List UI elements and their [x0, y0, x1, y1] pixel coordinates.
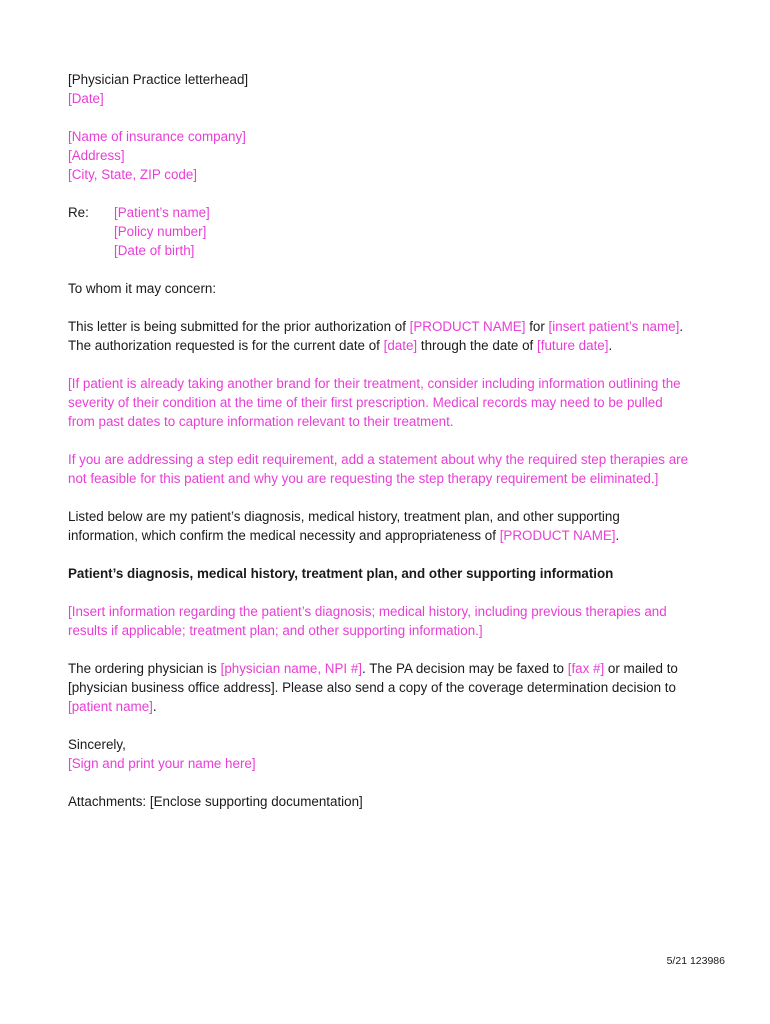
sincerely: Sincerely, — [68, 737, 126, 752]
patient-name-placeholder: [insert patient’s name] — [548, 319, 680, 334]
date-of-birth-placeholder: [Date of birth] — [114, 243, 195, 258]
listed-text: information, which confirm the medical necessity and appropriateness of — [68, 528, 500, 543]
intro-text: . — [679, 319, 684, 334]
ordering-paragraph — [68, 659, 728, 716]
insert-info-line: [Insert information regarding the patient’s diagnosis; medical history, including previous therapies and — [68, 604, 667, 619]
physician-name-placeholder: [physician name, NPI #] — [220, 661, 363, 676]
insert-info-paragraph — [68, 602, 728, 640]
insert-info-line: results if applicable; treatment plan; and other supporting information.] — [68, 623, 483, 638]
guidance-paragraph-step-edit — [68, 450, 728, 488]
fax-placeholder: [fax #] — [567, 661, 605, 676]
address-placeholder: [Address] — [68, 148, 125, 163]
signature-placeholder: [Sign and print your name here] — [68, 756, 256, 771]
intro-text: The authorization requested is for the current date of — [68, 338, 384, 353]
re-block — [68, 203, 728, 260]
guidance-paragraph-brand — [68, 374, 728, 431]
product-name-placeholder: [PRODUCT NAME] — [409, 319, 526, 334]
listed-line: Listed below are my patient’s diagnosis, medical history, treatment plan, and other supporting — [68, 509, 620, 524]
product-name-placeholder: [PRODUCT NAME] — [499, 528, 616, 543]
letter-body — [68, 70, 728, 811]
section-heading: Patient’s diagnosis, medical history, treatment plan, and other supporting information — [68, 566, 614, 581]
intro-text: for — [525, 319, 549, 334]
intro-text: . — [608, 338, 613, 353]
current-date-placeholder: [date] — [383, 338, 418, 353]
date-placeholder: [Date] — [68, 91, 104, 106]
patient-name-placeholder: [patient name] — [68, 699, 153, 714]
city-state-zip-placeholder: [City, State, ZIP code] — [68, 167, 198, 182]
insurer-placeholder: [Name of insurance company] — [68, 129, 246, 144]
listed-text: . — [615, 528, 620, 543]
ordering-text: The ordering physician is — [68, 661, 221, 676]
intro-paragraph — [68, 317, 728, 355]
ordering-text: or mailed to — [604, 661, 678, 676]
letterhead: [Physician Practice letterhead] — [68, 72, 249, 87]
guidance-line: from past dates to capture information relevant to their treatment. — [68, 414, 454, 429]
patient-name-placeholder: [Patient’s name] — [114, 205, 210, 220]
ordering-line: [physician business office address]. Please also send a copy of the coverage determination decision to — [68, 680, 676, 695]
closing-block — [68, 735, 728, 773]
guidance-line: If you are addressing a step edit requirement, add a statement about why the required step therapies are — [68, 452, 689, 467]
policy-number-placeholder: [Policy number] — [114, 224, 207, 239]
guidance-line: [If patient is already taking another brand for their treatment, consider including information outlining the — [68, 376, 681, 391]
attachments: Attachments: [Enclose supporting documentation] — [68, 794, 363, 809]
intro-text: through the date of — [417, 338, 537, 353]
future-date-placeholder: [future date] — [537, 338, 609, 353]
guidance-line: not feasible for this patient and why you are requesting the step therapy requirement be eliminated.] — [68, 471, 659, 486]
ordering-text: . The PA decision may be faxed to — [362, 661, 568, 676]
intro-text: This letter is being submitted for the prior authorization of — [68, 319, 410, 334]
footer-code: 5/21 123986 — [666, 955, 725, 967]
ordering-text: . — [152, 699, 157, 714]
listed-paragraph — [68, 507, 728, 545]
guidance-line: severity of their condition at the time of their first prescription. Medical records may need to be pulled — [68, 395, 663, 410]
re-label: Re: — [68, 205, 89, 220]
recipient-block — [68, 127, 728, 184]
salutation: To whom it may concern: — [68, 281, 217, 296]
